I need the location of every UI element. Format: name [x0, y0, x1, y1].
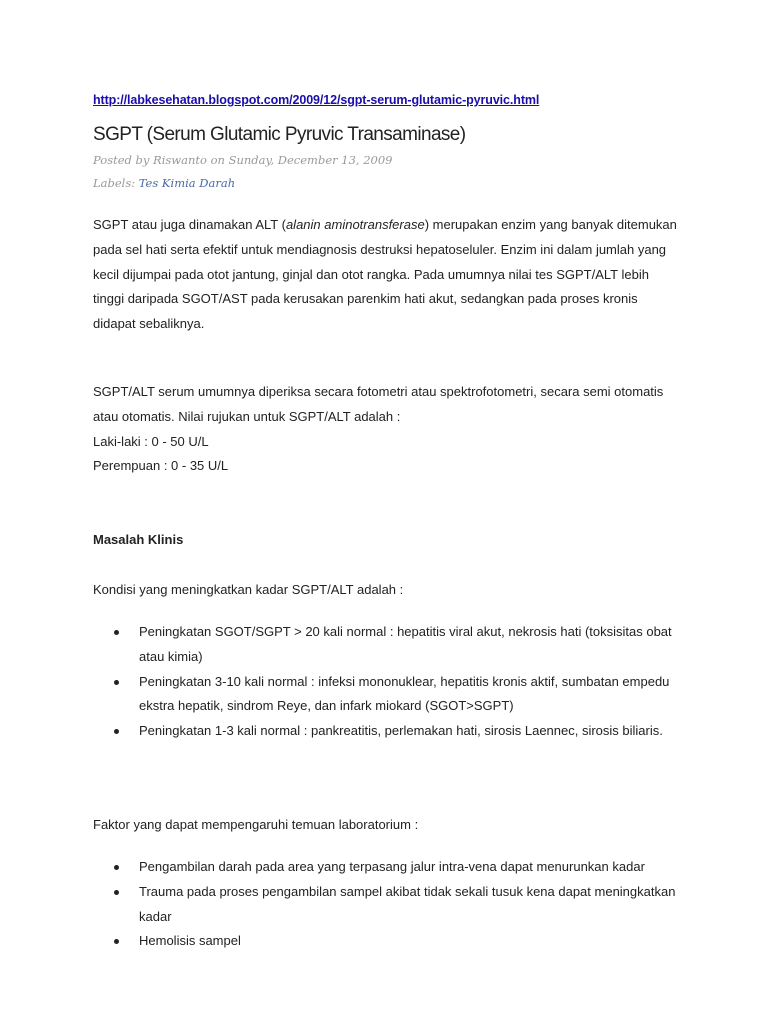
reference-paragraph	[93, 380, 683, 479]
list-item-text: Pengambilan darah pada area yang terpasang jalur intra-vena dapat menurunkan kadar	[139, 859, 645, 874]
intro-after: ) merupakan enzim yang banyak ditemukan pada sel hati serta efektif untuk mendiagnosis destruksi hepatoseluler. Enzim ini dalam jumlah yang kecil dijumpai pada otot jantung, ginjal dan otot rangka. Pada umumnya nilai tes SGPT/ALT lebih tinggi daripada SGOT/AST pada kerusakan parenkim hati akut, sedangkan pada proses kronis didapat sebaliknya.	[93, 217, 677, 332]
bullet-icon	[114, 939, 119, 944]
list-item	[93, 719, 683, 744]
bullet-icon	[114, 729, 119, 734]
reference-female: Perempuan : 0 - 35 U/L	[93, 458, 229, 474]
clinical-heading: Masalah Klinis	[93, 532, 184, 547]
post-meta: Posted by Riswanto on Sunday, December 13, 2009	[93, 153, 393, 167]
bullet-icon	[114, 890, 119, 895]
post-labels	[93, 176, 235, 190]
list-item-text: Hemolisis sampel	[139, 933, 241, 949]
factors-intro: Faktor yang dapat mempengaruhi temuan laboratorium :	[93, 817, 419, 832]
labels-prefix: Labels:	[93, 176, 136, 190]
reference-male: Laki-laki : 0 - 50 U/L	[93, 433, 209, 449]
conditions-list	[93, 620, 683, 744]
intro-italic: alanin aminotransferase	[285, 217, 425, 232]
list-item-text: Peningkatan SGOT/SGPT > 20 kali normal : hepatitis viral akut, nekrosis hati (toksisitas obat atau kimia)	[139, 624, 672, 664]
bullet-icon	[114, 680, 119, 685]
intro-before: SGPT atau juga dinamakan ALT (	[93, 217, 286, 232]
list-item-text: Peningkatan 1-3 kali normal : pankreatitis, perlemakan hati, sirosis Laennec, sirosis biliaris.	[139, 723, 663, 739]
page-title: SGPT (Serum Glutamic Pyruvic Transaminase)	[93, 124, 466, 145]
source-link[interactable]: http://labkesehatan.blogspot.com/2009/12/sgpt-serum-glutamic-pyruvic.html	[93, 93, 540, 107]
reference-text: SGPT/ALT serum umumnya diperiksa secara fotometri atau spektrofotometri, secara semi otomatis atau otomatis. Nilai rujukan untuk SGPT/ALT adalah :	[93, 384, 664, 424]
factors-list	[93, 855, 683, 954]
list-item	[93, 880, 683, 930]
list-item-text: Peningkatan 3-10 kali normal : infeksi mononuklear, hepatitis kronis aktif, sumbatan empedu ekstra hepatik, sindrom Reye, dan infark miokard (SGOT>SGPT)	[139, 673, 670, 714]
conditions-intro: Kondisi yang meningkatkan kadar SGPT/ALT adalah :	[93, 582, 404, 597]
intro-paragraph	[93, 213, 683, 337]
list-item	[93, 929, 683, 954]
bullet-icon	[114, 630, 119, 635]
list-item	[93, 670, 683, 720]
list-item-text: Trauma pada proses pengambilan sampel akibat tidak sekali tusuk kena dapat meningkatkan kadar	[139, 883, 676, 924]
list-item	[93, 855, 683, 880]
bullet-icon	[114, 865, 119, 870]
label-link[interactable]: Tes Kimia Darah	[138, 176, 236, 190]
list-item	[93, 620, 683, 670]
